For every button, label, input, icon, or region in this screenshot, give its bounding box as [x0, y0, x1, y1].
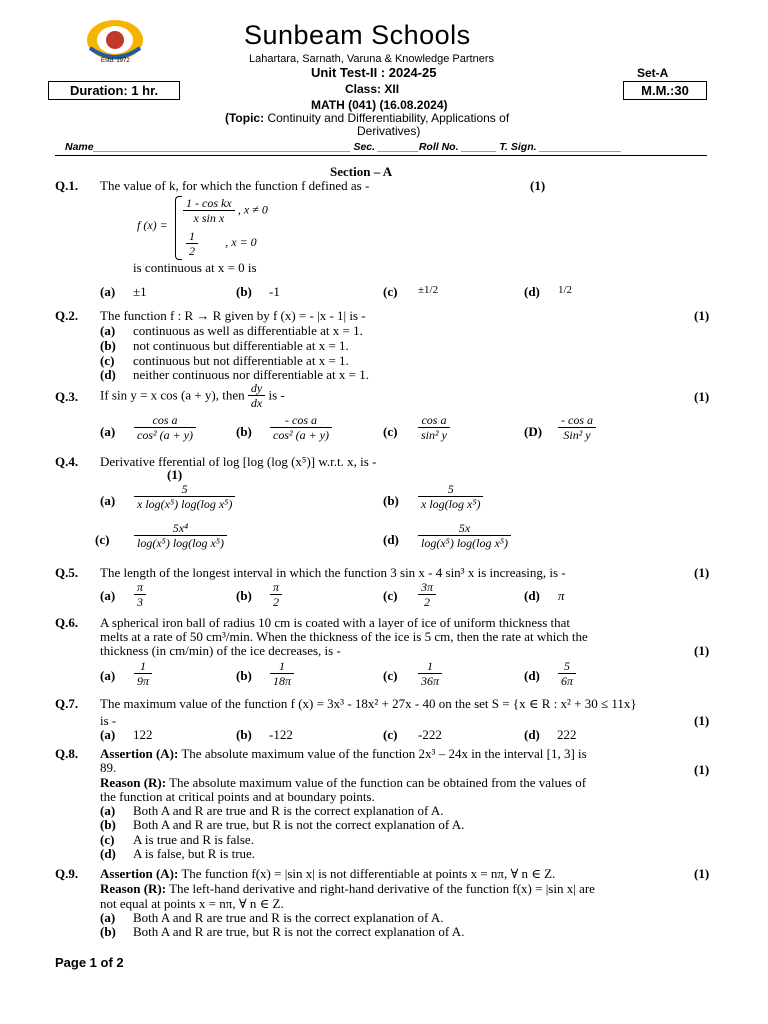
q4-opt-c: [134, 521, 227, 550]
q4-opt-a: [134, 482, 235, 511]
q6-marks: (1): [694, 643, 710, 658]
q8-assertion-2: 89.: [100, 760, 117, 775]
q5-opt-c: [418, 580, 436, 609]
q4-opt-a-frac: [134, 482, 235, 511]
q7-opt-b: -122: [269, 727, 293, 742]
q4-opt-d-den: log(x⁵) log(log x⁵): [421, 536, 508, 550]
q1-opt-c-key: (c): [383, 284, 398, 299]
subject-line: MATH (041) (16.08.2024): [311, 98, 448, 112]
topic-line: [225, 111, 509, 125]
q9-reason: [100, 881, 595, 897]
q1-brace: [175, 196, 182, 260]
q4-opt-b-key: (b): [383, 493, 399, 508]
school-name: Sunbeam Schools: [244, 20, 471, 50]
q8-opt-d: A is false, but R is true.: [133, 846, 256, 861]
q2-opt-b: not continuous but differentiable at x = 1.: [133, 338, 349, 353]
q3-opt-b-den: cos² (a + y): [273, 428, 330, 442]
q9-reason-2: not equal at points x = nπ, ∀ n ∈ Z.: [100, 896, 284, 911]
q4-opt-d: [418, 521, 511, 550]
student-fields: Name____________________________________________ Sec. _______Roll No. ______ T. Sign. ______________: [65, 141, 622, 153]
q4-opt-c-den: log(x⁵) log(log x⁵): [137, 536, 224, 550]
q6-opt-b-key: (b): [236, 668, 252, 683]
q5-opt-a-key: (a): [100, 588, 116, 603]
q1-case1: [183, 196, 268, 225]
q7-opt-d: 222: [557, 727, 577, 742]
q6-line-2: melts at a rate of 50 cm³/min. When the thickness of the ice is 5 cm, then the rate at which the: [100, 629, 588, 644]
q1-case1-den: x sin x: [193, 211, 225, 225]
q6-line-1: A spherical iron ball of radius 10 cm is coated with a layer of ice of uniform thickness that: [100, 615, 571, 630]
q2-opt-b-key: (b): [100, 338, 116, 353]
q7-marks: (1): [694, 713, 710, 728]
q6-opt-a-den: 9π: [137, 674, 150, 688]
q5-opt-d: π: [558, 588, 565, 603]
q2-text: The function f : R → R given by f (x) = - |x - 1| is -: [100, 308, 366, 323]
q9-reason-text: The left-hand derivative and right-hand derivative of the function f(x) = |sin x| are: [169, 881, 595, 896]
q1-opt-a: ±1: [133, 284, 147, 299]
q6-opt-c-den: 36π: [421, 674, 440, 688]
q7-opt-a: 122: [133, 727, 153, 742]
q4-opt-b-den: x log(log x⁵): [421, 497, 481, 511]
q3-opt-d: [558, 413, 596, 442]
q6-opt-c-key: (c): [383, 668, 398, 683]
q8-assertion-label: Assertion (A):: [100, 746, 179, 761]
q4-opt-c-num: 5x⁴: [134, 521, 227, 536]
test-title: Unit Test-II : 2024-25: [311, 65, 437, 80]
q6-line-3: thickness (in cm/min) of the ice decreases, is -: [100, 643, 341, 658]
q3-opt-c: [418, 413, 450, 442]
q1-case2-num: 1: [186, 229, 198, 244]
q1-opt-d-key: (d): [524, 284, 540, 299]
q3-text: [100, 381, 285, 410]
q8-opt-a-key: (a): [100, 803, 116, 818]
q9-opt-b-key: (b): [100, 924, 116, 939]
q1-tail: is continuous at x = 0 is: [133, 260, 257, 275]
q1-opt-b: -1: [269, 284, 280, 299]
page-number: Page 1 of 2: [55, 955, 124, 970]
q8-opt-d-key: (d): [100, 846, 116, 861]
q8-opt-a: Both A and R are true and R is the correct explanation of A.: [133, 803, 444, 818]
q1-case2-frac: [186, 229, 198, 258]
q1-case1-num: 1 - cos kx: [183, 196, 235, 211]
q1-case1-cond: , x ≠ 0: [237, 202, 268, 217]
q4-opt-c-key: (c): [95, 532, 110, 547]
q8-reason-label: Reason (R):: [100, 775, 167, 790]
q3-opt-c-frac: [418, 413, 450, 442]
q1-case1-frac: [183, 196, 235, 225]
q9-opt-a: Both A and R are true and R is the correct explanation of A.: [133, 910, 444, 925]
set-label: Set-A: [637, 66, 669, 80]
q3-opt-c-num: cos a: [418, 413, 450, 428]
q8-opt-b: Both A and R are true, but R is not the correct explanation of A.: [133, 817, 465, 832]
q3-opt-b-num: - cos a: [270, 413, 332, 428]
q4-opt-d-key: (d): [383, 532, 399, 547]
q6-opt-c-num: 1: [418, 659, 442, 674]
q4-marks: (1): [167, 467, 183, 482]
logo-estd: Estd. 1972: [101, 58, 130, 64]
q8-opt-c-key: (c): [100, 832, 115, 847]
q7-text-2: is -: [100, 713, 117, 728]
q3-dy: dy: [248, 381, 265, 396]
q6-opt-b-frac: [270, 659, 294, 688]
q2-opt-c-key: (c): [100, 353, 115, 368]
q8-assertion: [100, 746, 587, 762]
q8-opt-b-key: (b): [100, 817, 116, 832]
q3-opt-b-key: (b): [236, 424, 252, 439]
q3-opt-b: [270, 413, 332, 442]
q1-fx: f (x) =: [137, 218, 168, 232]
q4-opt-b-num: 5: [418, 482, 483, 497]
q4-number: Q.4.: [55, 454, 79, 469]
q5-opt-a-den: 3: [137, 595, 143, 609]
q6-opt-d-den: 6π: [561, 674, 574, 688]
q3-number: Q.3.: [55, 389, 79, 404]
q7-text: The maximum value of the function f (x) = 3x³ - 18x² + 27x - 40 on the set S = {x ∈ R : x² + 30 ≤ 11x}: [100, 696, 637, 711]
q1-case2-den: 2: [189, 244, 195, 258]
q9-opt-b: Both A and R are true, but R is not the correct explanation of A.: [133, 924, 465, 939]
q3-opt-a: [134, 413, 196, 442]
q6-opt-b: [270, 659, 294, 688]
q5-opt-c-den: 2: [424, 595, 430, 609]
q3-opt-d-frac: [558, 413, 596, 442]
q5-opt-b-den: 2: [273, 595, 279, 609]
q1-opt-a-key: (a): [100, 284, 116, 299]
topic-text: Continuity and Differentiability, Applications of: [267, 111, 510, 125]
q6-opt-b-den: 18π: [273, 674, 292, 688]
q3-opt-a-key: (a): [100, 424, 116, 439]
q8-reason-2: the function at critical points and at boundary points.: [100, 789, 375, 804]
q2-marks: (1): [694, 308, 710, 323]
class-label: Class: XII: [345, 82, 400, 96]
q2-opt-a: continuous as well as differentiable at x = 1.: [133, 323, 363, 338]
section-title: Section – A: [330, 164, 393, 179]
q5-marks: (1): [694, 565, 710, 580]
q5-opt-a: [134, 580, 146, 609]
q1-marks: (1): [530, 178, 546, 193]
topic-label: (Topic:: [225, 111, 265, 125]
q5-text: The length of the longest interval in which the function 3 sin x - 4 sin³ x is increasing, is -: [100, 565, 566, 580]
q2-opt-a-key: (a): [100, 323, 116, 338]
q9-opt-a-key: (a): [100, 910, 116, 925]
q1-opt-b-key: (b): [236, 284, 252, 299]
duration-box: Duration: 1 hr.: [48, 81, 180, 100]
school-address: Lahartara, Sarnath, Varuna & Knowledge Partners: [249, 53, 495, 65]
q8-marks: (1): [694, 762, 710, 777]
q7-opt-a-key: (a): [100, 727, 116, 742]
q2-opt-d: neither continuous nor differentiable at x = 1.: [133, 367, 369, 382]
q4-opt-b: [418, 482, 483, 511]
q7-number: Q.7.: [55, 696, 79, 711]
q6-opt-d-num: 5: [558, 659, 576, 674]
q5-number: Q.5.: [55, 565, 79, 580]
q3-opt-c-den: sin² y: [421, 428, 447, 442]
q4-opt-b-frac: [418, 482, 483, 511]
q2-opt-c: continuous but not differentiable at x = 1.: [133, 353, 349, 368]
q9-assertion-text: The function f(x) = |sin x| is not differentiable at points x = nπ, ∀ n ∈ Z.: [181, 866, 556, 881]
q6-opt-a-num: 1: [134, 659, 152, 674]
q5-opt-c-num: 3π: [418, 580, 436, 595]
q5-opt-b: [270, 580, 282, 609]
q3-text-a: If sin y = x cos (a + y), then: [100, 387, 245, 403]
q9-marks: (1): [694, 866, 710, 881]
q4-opt-c-frac: [134, 521, 227, 550]
q1-number: Q.1.: [55, 178, 79, 193]
q6-opt-a: [134, 659, 152, 688]
q3-opt-b-frac: [270, 413, 332, 442]
q8-reason-text: The absolute maximum value of the function can be obtained from the values of: [169, 775, 587, 790]
q5-opt-c-key: (c): [383, 588, 398, 603]
q9-assertion: [100, 866, 555, 882]
q1-opt-d: 1/2: [558, 284, 573, 296]
q5-opt-b-frac: [270, 580, 282, 609]
q6-opt-b-num: 1: [270, 659, 294, 674]
q4-opt-d-frac: [418, 521, 511, 550]
q3-opt-a-den: cos² (a + y): [137, 428, 194, 442]
q3-text-b: is -: [268, 387, 285, 403]
q1-text: The value of k, for which the function f defined as -: [100, 178, 370, 193]
q3-opt-c-key: (c): [383, 424, 398, 439]
q8-assertion-text: The absolute maximum value of the function 2x³ – 24x in the interval [1, 3] is: [181, 746, 587, 761]
q3-marks: (1): [694, 389, 710, 404]
q6-opt-a-frac: [134, 659, 152, 688]
q3-opt-d-den: Sin² y: [563, 428, 591, 442]
q3-opt-a-num: cos a: [134, 413, 196, 428]
q8-opt-c: A is true and R is false.: [133, 832, 254, 847]
q7-opt-c: -222: [418, 727, 442, 742]
q5-opt-a-frac: [134, 580, 146, 609]
q9-reason-label: Reason (R):: [100, 881, 167, 896]
q9-number: Q.9.: [55, 866, 79, 881]
q2-number: Q.2.: [55, 308, 79, 323]
header-rule: [55, 155, 707, 156]
q5-opt-c-frac: [418, 580, 436, 609]
max-marks-box: M.M.:30: [623, 81, 707, 100]
q7-opt-d-key: (d): [524, 727, 540, 742]
q5-opt-b-key: (b): [236, 588, 252, 603]
q3-opt-d-num: - cos a: [558, 413, 596, 428]
topic-line-2: Derivatives): [357, 124, 421, 138]
q6-opt-d-key: (d): [524, 668, 540, 683]
q4-opt-a-key: (a): [100, 493, 116, 508]
q7-opt-b-key: (b): [236, 727, 252, 742]
q6-opt-d: [558, 659, 576, 688]
q3-dydx: [248, 381, 265, 410]
q4-text: Derivative fferential of log [log (log (x⁵)] w.r.t. x, is -: [100, 454, 377, 469]
q5-opt-d-key: (d): [524, 588, 540, 603]
q8-number: Q.8.: [55, 746, 79, 761]
q3-opt-d-key: (D): [524, 424, 543, 439]
q7-opt-c-key: (c): [383, 727, 398, 742]
q6-opt-a-key: (a): [100, 668, 116, 683]
q1-opt-c: ±1/2: [418, 284, 439, 296]
q3-dx: dx: [250, 396, 263, 410]
q4-opt-a-den: x log(x⁵) log(log x⁵): [137, 497, 233, 511]
q5-opt-b-num: π: [270, 580, 282, 595]
q4-opt-d-num: 5x: [418, 521, 511, 536]
q1-case2: [186, 229, 257, 258]
q6-number: Q.6.: [55, 615, 79, 630]
q2-opt-d-key: (d): [100, 367, 116, 382]
q4-opt-a-num: 5: [134, 482, 235, 497]
q9-assertion-label: Assertion (A):: [100, 866, 179, 881]
q5-opt-a-num: π: [134, 580, 146, 595]
q3-opt-a-frac: [134, 413, 196, 442]
q6-opt-d-frac: [558, 659, 576, 688]
q6-opt-c: [418, 659, 442, 688]
q1-case2-cond: , x = 0: [225, 235, 257, 250]
q6-opt-c-frac: [418, 659, 442, 688]
